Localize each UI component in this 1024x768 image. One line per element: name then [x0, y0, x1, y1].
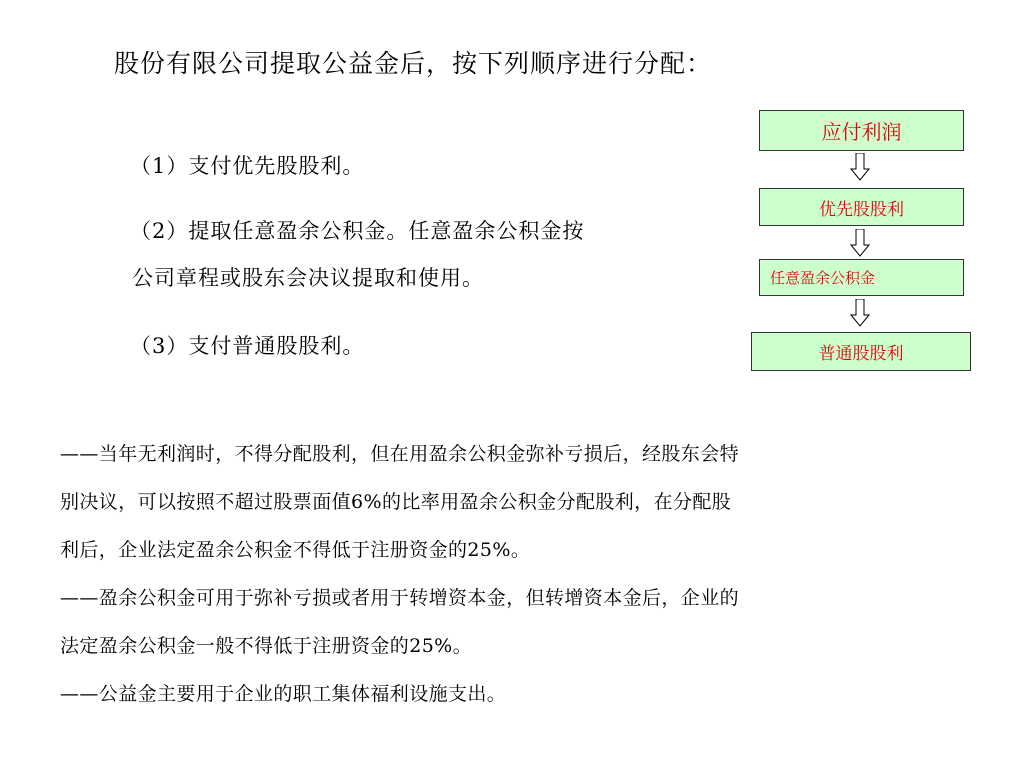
notes-section: [60, 430, 970, 718]
item-3-text: （3）支付普通股股利。: [130, 334, 365, 358]
note-1-line-2: 别决议，可以按照不超过股票面值6%的比率用盈余公积金分配股利，在分配股: [60, 491, 732, 513]
flow-box-discretionary-surplus: 任意盈余公积金: [759, 259, 964, 296]
item-2-text-line1: （2）提取任意盈余公积金。任意盈余公积金按: [130, 219, 585, 243]
note-1-line-1: ——当年无利润时，不得分配股利，但在用盈余公积金弥补亏损后，经股东会特: [60, 443, 740, 465]
slide-title: 股份有限公司提取公益金后，按下列顺序进行分配：: [114, 49, 713, 78]
item-2-text-line2: 公司章程或股东会决议提取和使用。: [132, 266, 484, 290]
down-arrow-icon: [850, 229, 870, 257]
note-2-line-2: 法定盈余公积金一般不得低于注册资金的25%。: [60, 635, 473, 657]
flow-box-profit-payable: 应付利润: [759, 110, 964, 151]
note-3-line-1: ——公益金主要用于企业的职工集体福利设施支出。: [60, 683, 507, 705]
down-arrow-icon: [850, 299, 870, 327]
note-2-line-1: ——盈余公积金可用于弥补亏损或者用于转增资本金，但转增资本金后，企业的: [60, 587, 740, 609]
item-1-text: （1）支付优先股股利。: [130, 154, 365, 178]
note-1-line-3: 利后，企业法定盈余公积金不得低于注册资金的25%。: [60, 539, 531, 561]
flow-box-preferred-dividend: 优先股股利: [759, 188, 964, 226]
flow-box-common-dividend: 普通股股利: [751, 332, 971, 371]
down-arrow-icon: [850, 153, 870, 181]
